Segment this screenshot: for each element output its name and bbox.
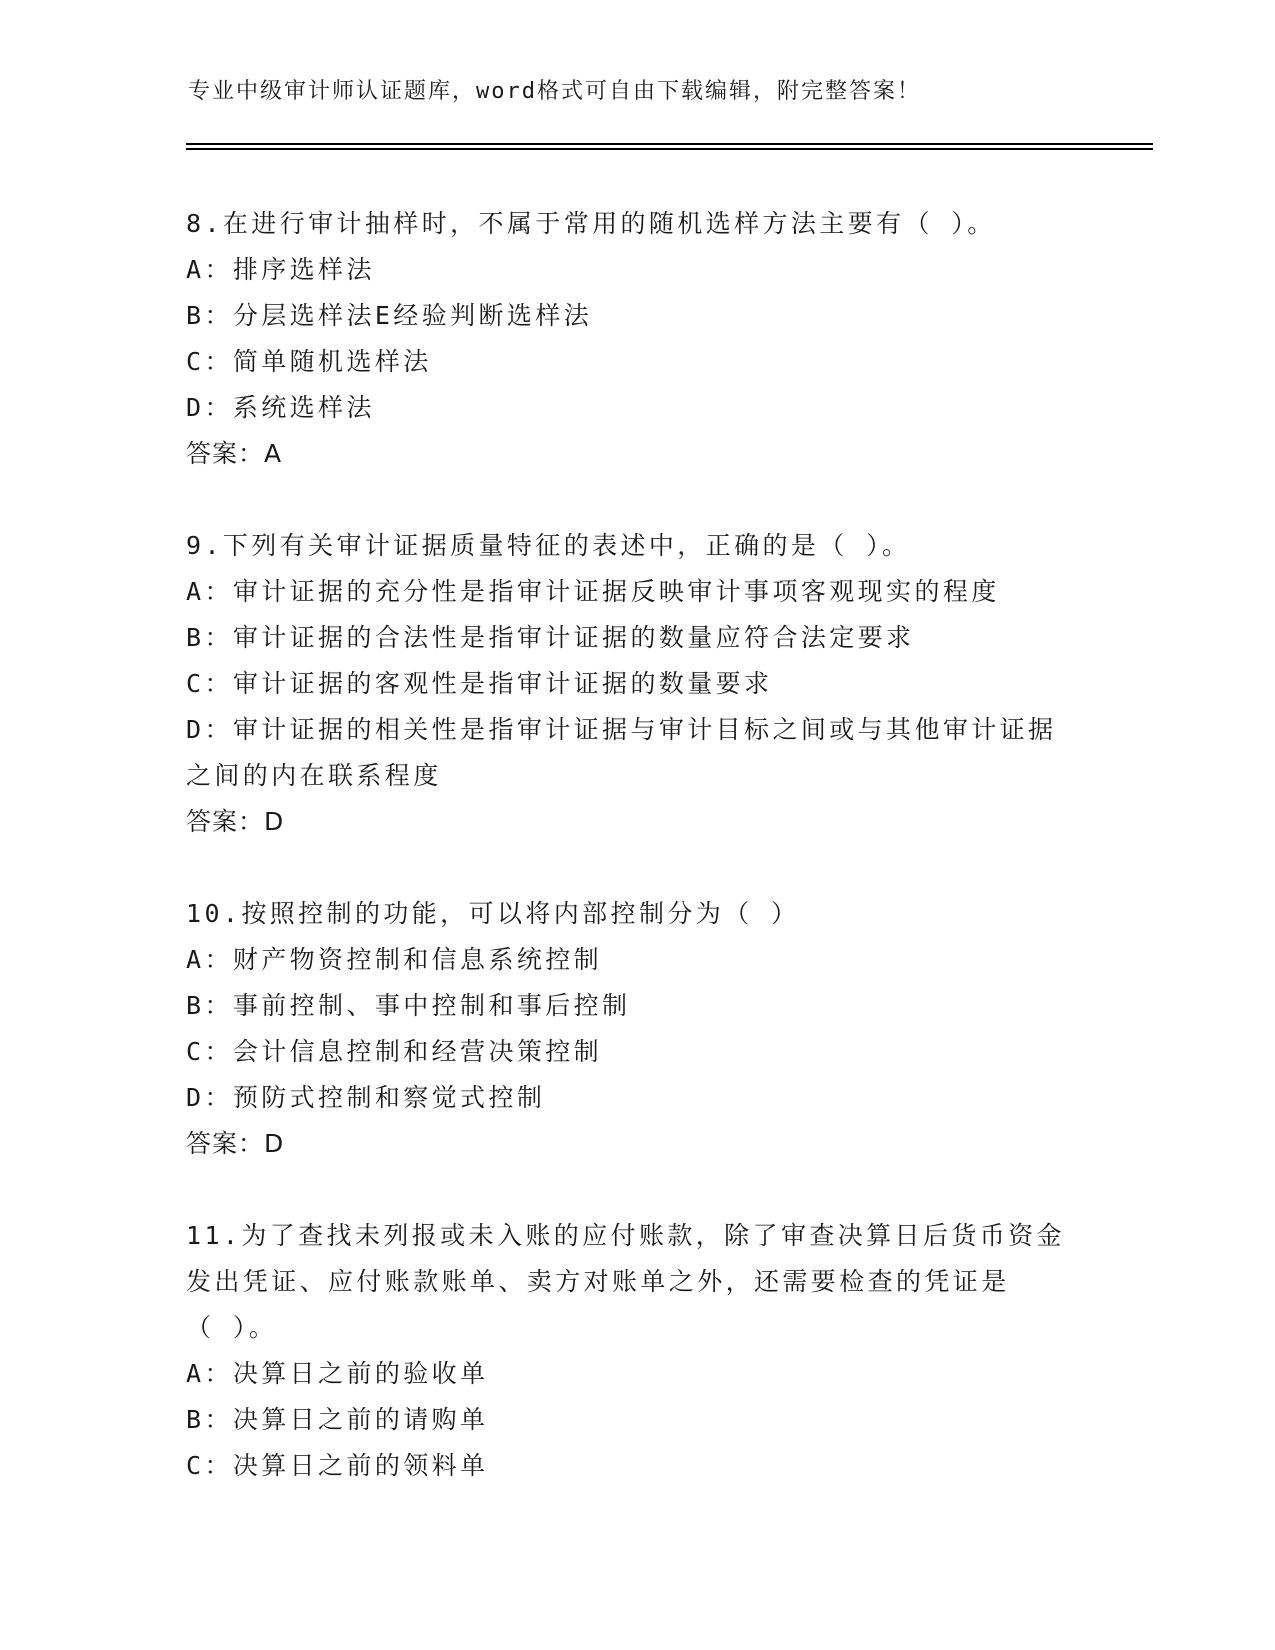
question-stem: （ ）。 xyxy=(186,1313,278,1342)
question-block xyxy=(186,523,1086,845)
question-block xyxy=(186,891,1086,1167)
question-list xyxy=(186,201,1086,1535)
header-rule-top xyxy=(186,143,1153,145)
question-stem: 发出凭证、应付账款账单、卖方对账单之外，还需要检查的凭证是 xyxy=(186,1267,1010,1296)
question-block xyxy=(186,1213,1086,1489)
header-rule-bottom xyxy=(186,148,1153,150)
answer-option: A：决算日之前的验收单 xyxy=(186,1359,489,1388)
answer-option: A：审计证据的充分性是指审计证据反映审计事项客观现实的程度 xyxy=(186,577,1000,606)
correct-answer: 答案：D xyxy=(186,1129,285,1158)
correct-answer: 答案：D xyxy=(186,807,285,836)
answer-option: B：审计证据的合法性是指审计证据的数量应符合法定要求 xyxy=(186,623,915,652)
question-stem: 9.下列有关审计证据质量特征的表述中，正确的是（ ）。 xyxy=(186,531,911,560)
answer-option: D：系统选样法 xyxy=(186,393,375,422)
answer-option: C：会计信息控制和经营决策控制 xyxy=(186,1037,603,1066)
answer-option: C：简单随机选样法 xyxy=(186,347,432,376)
answer-option: C：审计证据的客观性是指审计证据的数量要求 xyxy=(186,669,773,698)
answer-option: D：审计证据的相关性是指审计证据与审计目标之间或与其他审计证据 xyxy=(186,715,1057,744)
answer-option: A：财产物资控制和信息系统控制 xyxy=(186,945,603,974)
question-block xyxy=(186,201,1086,477)
question-stem: 11.为了查找未列报或未入账的应付账款，除了审查决算日后货币资金 xyxy=(186,1221,1065,1250)
answer-option: C：决算日之前的领料单 xyxy=(186,1451,489,1480)
answer-option: B：分层选样法E经验判断选样法 xyxy=(186,301,593,330)
correct-answer: 答案：A xyxy=(186,439,283,468)
answer-option: B：事前控制、事中控制和事后控制 xyxy=(186,991,631,1020)
page-header: 专业中级审计师认证题库，word格式可自由下载编辑，附完整答案！ xyxy=(188,79,921,104)
answer-option: A：排序选样法 xyxy=(186,255,375,284)
question-stem: 8.在进行审计抽样时，不属于常用的随机选样方法主要有（ ）。 xyxy=(186,209,996,238)
answer-option: 之间的内在联系程度 xyxy=(186,761,442,790)
question-stem: 10.按照控制的功能，可以将内部控制分为（ ） xyxy=(186,899,800,928)
answer-option: B：决算日之前的请购单 xyxy=(186,1405,489,1434)
answer-option: D：预防式控制和察觉式控制 xyxy=(186,1083,546,1112)
